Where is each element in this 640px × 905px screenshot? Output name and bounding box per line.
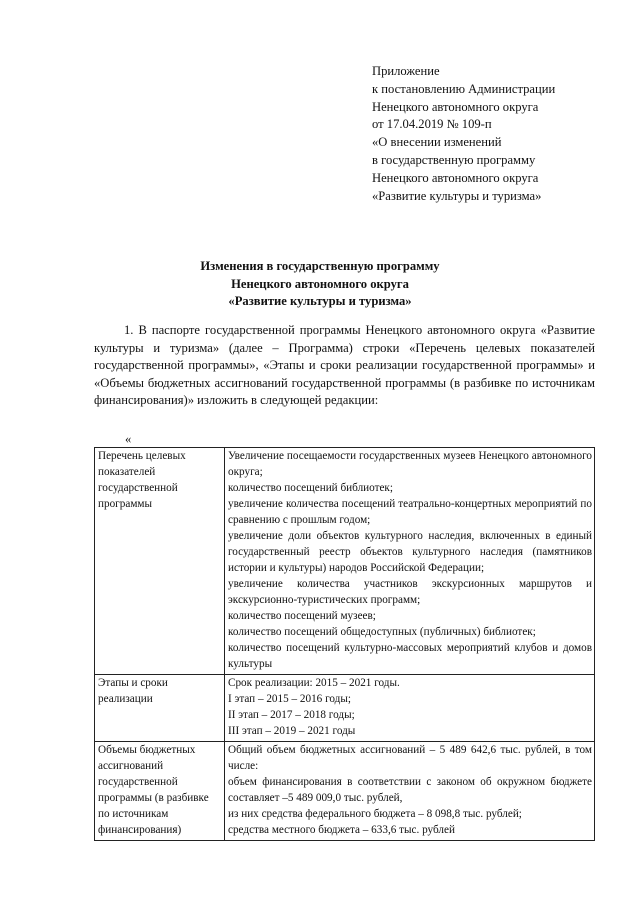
- appendix-line: Ненецкого автономного округа: [372, 99, 539, 114]
- value-line: количество посещений культурно-массовых мероприятий клубов и домов культуры: [228, 642, 592, 670]
- title-line: «Развитие культуры и туризма»: [228, 294, 412, 308]
- title-line: Изменения в государственную программу: [200, 259, 440, 273]
- passport-table: [94, 447, 595, 841]
- value-line: III этап – 2019 – 2021 годы: [228, 725, 356, 737]
- value-line: из них средства федерального бюджета – 8 098,8 тыс. рублей;: [228, 808, 522, 820]
- row-label: Объемы бюджетных ассигнований государственной программы (в разбивке по источникам финансирования): [95, 742, 225, 841]
- row-label: Этапы и сроки реализации: [95, 675, 225, 742]
- row-label: Перечень целевых показателей государственной программы: [95, 448, 225, 675]
- quote-open-mark: «: [125, 432, 132, 446]
- appendix-line: Приложение: [372, 64, 440, 78]
- value-line: количество посещений музеев;: [228, 610, 376, 622]
- value-line: средства местного бюджета – 633,6 тыс. рублей: [228, 824, 455, 836]
- table-row: [95, 448, 595, 675]
- value-line: Увеличение посещаемости государственных музеев Ненецкого автономного округа;: [228, 450, 592, 478]
- value-line: II этап – 2017 – 2018 годы;: [228, 709, 355, 721]
- appendix-line: в государственную программу: [372, 152, 536, 167]
- appendix-line: к постановлению Администрации: [372, 81, 556, 96]
- value-line: количество посещений библиотек;: [228, 482, 393, 494]
- appendix-line: от 17.04.2019 № 109-п: [372, 117, 492, 132]
- value-line: объем финансирования в соответствии с законом об окружном бюджете составляет –5 489 009,0 тыс. рублей,: [228, 776, 592, 804]
- document-title: [0, 258, 640, 311]
- value-line: количество посещений общедоступных (публичных) библиотек;: [228, 626, 536, 638]
- value-line: увеличение количества посещений театрально-концертных мероприятий по сравнению с прошлым годом;: [228, 498, 592, 526]
- value-line: I этап – 2015 – 2016 годы;: [228, 693, 351, 705]
- title-line: Ненецкого автономного округа: [231, 276, 409, 291]
- value-line: увеличение доли объектов культурного наследия, включенных в единый государственный реестр объектов культурного наследия (памятников истории и культуры) народов Российской Федерации;: [228, 530, 592, 574]
- value-line: Срок реализации: 2015 – 2021 годы.: [228, 677, 400, 689]
- row-value: [225, 448, 595, 675]
- appendix-line: «О внесении изменений: [372, 135, 502, 150]
- value-line: Общий объем бюджетных ассигнований – 5 489 642,6 тыс. рублей, в том числе:: [228, 744, 592, 772]
- appendix-line: Ненецкого автономного округа: [372, 170, 539, 185]
- appendix-block: [372, 63, 555, 205]
- value-line: увеличение количества участников экскурсионных маршрутов и экскурсионно-туристических программ;: [228, 578, 592, 606]
- table-row: [95, 742, 595, 841]
- appendix-line: «Развитие культуры и туризма»: [372, 188, 542, 203]
- row-value: [225, 675, 595, 742]
- paragraph-1: 1. В паспорте государственной программы Ненецкого автономного округа «Развитие культуры и туризма» (далее – Программа) строки «Перечень целевых показателей государственной программы», «Этапы и сроки реализации государственной программы» и «Объемы бюджетных ассигнований государственной программы (в разбивке по источникам финансирования)» изложить в следующей редакции:: [94, 323, 595, 408]
- row-value: [225, 742, 595, 841]
- body-paragraph: [94, 322, 595, 410]
- table-row: [95, 675, 595, 742]
